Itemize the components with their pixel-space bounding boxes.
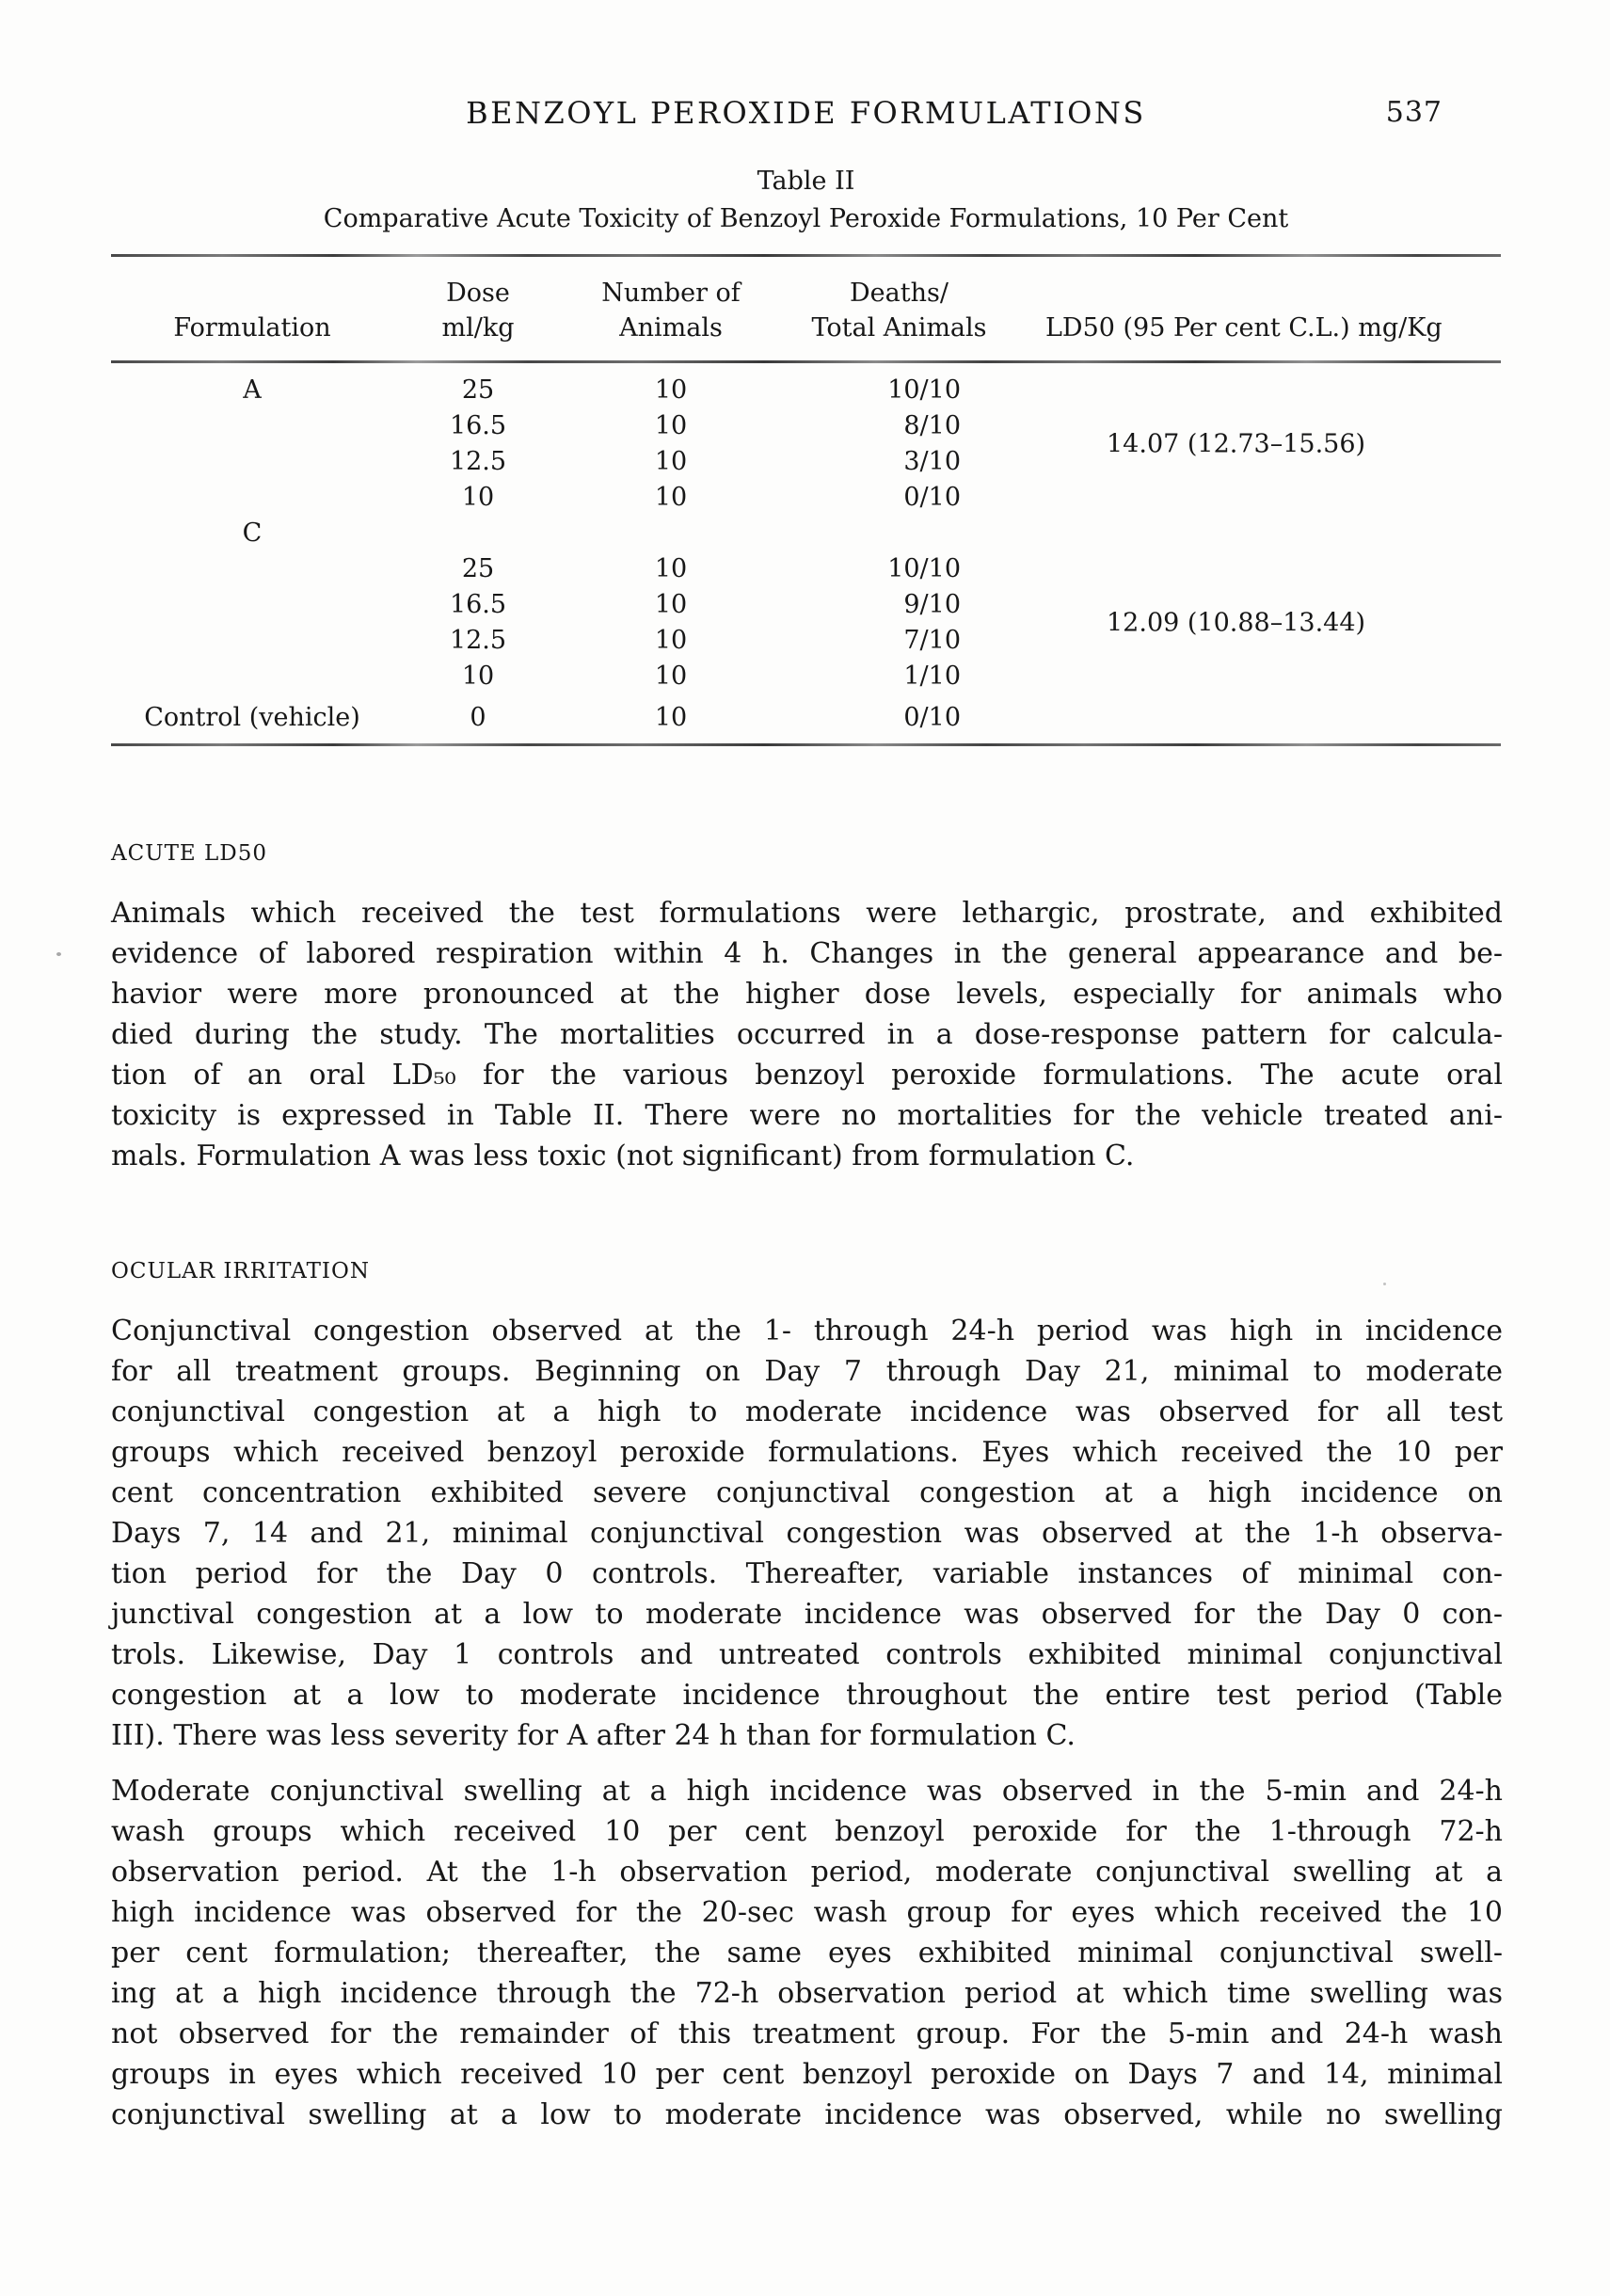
deaths-cell: 10/10 <box>887 375 961 405</box>
paragraph <box>111 1771 1503 2135</box>
table-row <box>111 480 1501 516</box>
deaths-cell: 8/10 <box>903 411 961 440</box>
deaths-cell: 7/10 <box>903 626 961 655</box>
text-line: junctival congestion at a low to moderate incidence was observed for the Day 0 con- <box>111 1598 1503 1631</box>
formulation-cell: C <box>242 518 263 548</box>
running-title: BENZOYL PEROXIDE FORMULATIONS <box>466 95 1146 131</box>
page-number: 537 <box>1385 96 1443 129</box>
text-line: havior were more pronounced at the higher dose levels, especially for animals who <box>111 978 1503 1011</box>
animals-cell: 10 <box>654 703 688 732</box>
dose-cell: 10 <box>461 662 495 691</box>
table-row <box>111 373 1501 408</box>
running-head <box>111 94 1501 137</box>
text-line: tion period for the Day 0 controls. Thereafter, variable instances of minimal con- <box>111 1557 1503 1590</box>
table-header-row <box>111 257 1501 360</box>
text-line: died during the study. The mortalities occurred in a dose-response pattern for calcula- <box>111 1018 1503 1051</box>
formulation-c-group <box>111 551 1501 694</box>
text-line: cent concentration exhibited severe conjunctival congestion at a high incidence on <box>111 1476 1503 1509</box>
table-row <box>111 659 1501 694</box>
section-heading: ACUTE LD50 <box>111 841 268 866</box>
text-line: not observed for the remainder of this treatment group. For the 5-min and 24-h wash <box>111 2017 1503 2050</box>
text-line: observation period. At the 1-h observation period, moderate conjunctival swelling at a <box>111 1856 1503 1889</box>
animals-cell: 10 <box>654 411 688 440</box>
paragraph <box>111 893 1503 1176</box>
deaths-cell: 3/10 <box>903 447 961 476</box>
deaths-cell: 10/10 <box>887 554 961 583</box>
text-line: groups in eyes which received 10 per cent benzoyl peroxide on Days 7 and 14, minimal <box>111 2058 1503 2091</box>
text-line: groups which received benzoyl peroxide formulations. Eyes which received the 10 per <box>111 1436 1503 1469</box>
deaths-cell: 0/10 <box>903 483 961 512</box>
table-row <box>111 516 1501 551</box>
animals-cell: 10 <box>654 375 688 405</box>
column-header-ld50: LD50 (95 Per cent C.L.) mg/Kg <box>1045 313 1443 343</box>
section-heading: OCULAR IRRITATION <box>111 1259 370 1284</box>
dose-cell: 12.5 <box>449 626 507 655</box>
text-line: Conjunctival congestion observed at the 1- through 24-h period was high in incidence <box>111 1315 1503 1347</box>
dose-cell: 25 <box>461 554 495 583</box>
text-line: toxicity is expressed in Table II. There were no mortalities for the vehicle treated ani- <box>111 1099 1503 1132</box>
deaths-cell: 1/10 <box>903 662 961 691</box>
toxicity-table <box>111 166 1501 746</box>
formulation-a-group <box>111 373 1501 516</box>
table-title: Table II <box>757 167 855 196</box>
animals-cell: 10 <box>654 554 688 583</box>
text-line: per cent formulation; thereafter, the same eyes exhibited minimal conjunctival swell- <box>111 1937 1503 1969</box>
deaths-cell: 0/10 <box>903 703 961 732</box>
text-line: conjunctival swelling at a low to moderate incidence was observed, while no swelling <box>111 2098 1503 2131</box>
text-line: mals. Formulation A was less toxic (not significant) from formulation C. <box>111 1140 1135 1172</box>
animals-cell: 10 <box>654 626 688 655</box>
column-header-dose: Dose ml/kg <box>441 279 515 343</box>
table-row <box>111 551 1501 587</box>
scan-artifact <box>56 952 61 956</box>
deaths-cell: 9/10 <box>903 590 961 619</box>
table-body <box>111 363 1501 743</box>
text-line: conjunctival congestion at a high to moderate incidence was observed for all test <box>111 1395 1503 1428</box>
text-line: Animals which received the test formulations were lethargic, prostrate, and exhibited <box>111 897 1503 930</box>
column-header-number-of-animals: Number of Animals <box>601 279 741 343</box>
animals-cell: 10 <box>654 590 688 619</box>
formulation-cell: Control (vehicle) <box>144 703 360 732</box>
dose-cell: 16.5 <box>449 411 507 440</box>
text-line: high incidence was observed for the 20-sec wash group for eyes which received the 10 <box>111 1896 1503 1929</box>
table-rule-bottom <box>111 743 1501 746</box>
animals-cell: 10 <box>654 662 688 691</box>
text-line: wash groups which received 10 per cent benzoyl peroxide for the 1-through 72-h <box>111 1815 1503 1848</box>
text-line: III). There was less severity for A after 24 h than for formulation C. <box>111 1719 1076 1752</box>
section-ocular-irritation <box>111 1257 1503 2135</box>
text-line: evidence of labored respiration within 4 h. Changes in the general appearance and be- <box>111 937 1503 970</box>
animals-cell: 10 <box>654 447 688 476</box>
text-line: Days 7, 14 and 21, minimal conjunctival congestion was observed at the 1-h observa- <box>111 1517 1503 1550</box>
control-row <box>111 700 1501 736</box>
dose-cell: 16.5 <box>449 590 507 619</box>
scan-artifact <box>1383 1283 1386 1285</box>
text-line: Moderate conjunctival swelling at a high incidence was observed in the 5-min and 24-h <box>111 1775 1503 1808</box>
ld50-value-c: 12.09 (10.88–13.44) <box>1107 608 1366 638</box>
text-line: trols. Likewise, Day 1 controls and untreated controls exhibited minimal conjunctival <box>111 1638 1503 1671</box>
text-line: ing at a high incidence through the 72-h observation period at which time swelling was <box>111 1977 1503 2010</box>
dose-cell: 12.5 <box>449 447 507 476</box>
formulation-cell: A <box>243 375 262 405</box>
dose-cell: 10 <box>461 483 495 512</box>
animals-cell: 10 <box>654 483 688 512</box>
dose-cell: 0 <box>470 703 486 732</box>
paragraph <box>111 1311 1503 1756</box>
column-header-formulation: Formulation <box>173 313 331 343</box>
table-caption: Comparative Acute Toxicity of Benzoyl Peroxide Formulations, 10 Per Cent <box>323 204 1289 233</box>
section-acute-ld50 <box>111 839 1503 1176</box>
ld50-value-a: 14.07 (12.73–15.56) <box>1107 429 1366 459</box>
text-line: tion of an oral LD₅₀ for the various benzoyl peroxide formulations. The acute oral <box>111 1059 1503 1092</box>
text-line: congestion at a low to moderate incidence throughout the entire test period (Table <box>111 1679 1503 1712</box>
text-line: for all treatment groups. Beginning on Day 7 through Day 21, minimal to moderate <box>111 1355 1503 1388</box>
column-header-deaths: Deaths/ Total Animals <box>811 279 987 343</box>
dose-cell: 25 <box>461 375 495 405</box>
